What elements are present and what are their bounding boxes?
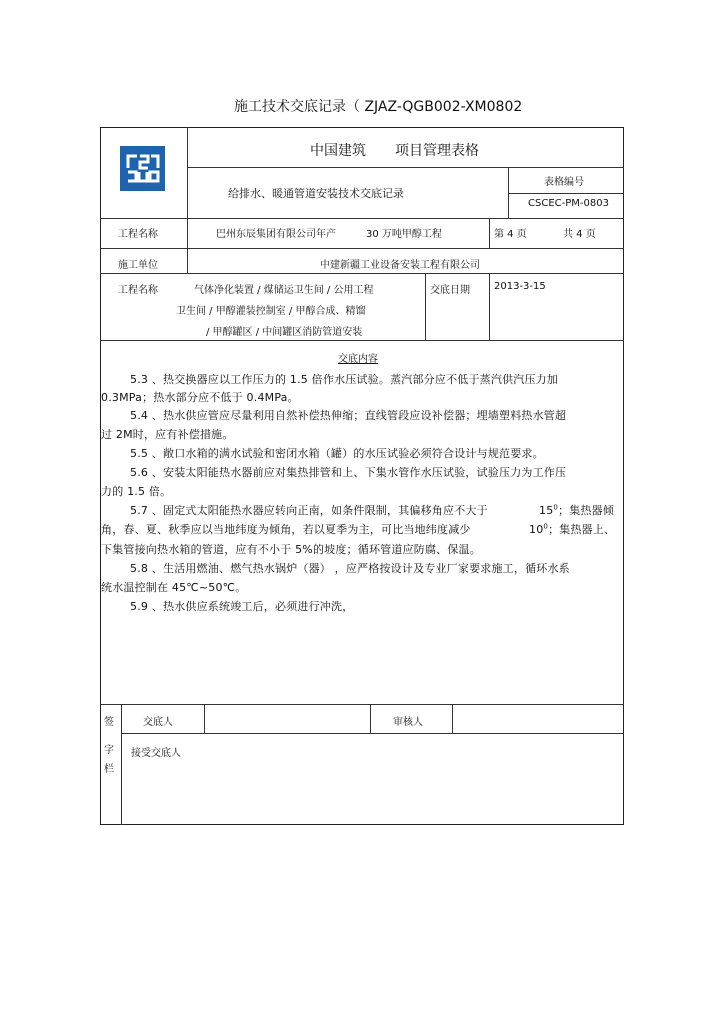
row-divider-4	[100, 340, 624, 341]
col-divider-reviewer-left	[370, 704, 371, 733]
date-label: 交底日期	[430, 285, 470, 296]
content-line: 过 2M时，应有补偿措施。	[101, 428, 234, 441]
unit-label: 施工单位	[118, 260, 158, 271]
sign-column-char: 字	[104, 745, 114, 756]
content-heading: 交底内容	[338, 354, 378, 365]
giver-label: 交底人	[143, 717, 173, 728]
project-value-a: 巴州东辰集团有限公司年产	[216, 229, 336, 240]
project2-line: 气体净化装置 / 煤储运卫生间 / 公用工程	[194, 285, 374, 296]
reviewer-label: 审核人	[393, 717, 423, 728]
content-line: 统水温控制在 45℃~50℃。	[101, 581, 247, 594]
form-no: CSCEC-PM-0803	[528, 198, 609, 209]
col-divider-logo	[187, 127, 188, 273]
col-divider-giver	[204, 704, 205, 733]
company-name: 中国建筑	[310, 143, 366, 159]
content-line: 0.3MPa；热水部分应不低于 0.4MPa。	[101, 391, 299, 404]
sign-column-char: 栏	[104, 764, 114, 775]
row-divider-3	[100, 273, 624, 274]
row-divider-2	[100, 248, 624, 249]
angle-tail-text: ；集热器倾	[558, 504, 615, 517]
degree-mark: 0	[553, 503, 559, 512]
form-name: 项目管理表格	[395, 143, 479, 159]
content-line: 5.7 、固定式太阳能热水器应转向正南，如条件限制，其偏移角应不大于	[130, 504, 488, 517]
col-divider-page	[489, 218, 490, 248]
angle-tail-text: ；集热器上、	[548, 523, 616, 536]
content-line: 5.3 、热交换器应以工作压力的 1.5 倍作水压试验。蒸汽部分应不低于蒸汽供汽压力加	[130, 373, 559, 386]
angle-number: 10	[529, 523, 544, 536]
angle-value	[539, 502, 614, 518]
form-no-label: 表格编号	[544, 177, 584, 188]
receiver-label: 接受交底人	[131, 748, 181, 759]
content-line: 5.4 、热水供应管应尽量利用自然补偿热伸缩；直线管段应设补偿器；埋墙塑料热水管超	[130, 409, 567, 422]
col-divider-date-right	[489, 273, 490, 340]
col-divider-form-no	[508, 167, 509, 218]
project2-line: 卫生间 / 甲醇灌装控制室 / 甲醇合成、精馏	[176, 306, 366, 317]
project2-label: 工程名称	[118, 285, 158, 296]
document-title: 施工技术交底记录（ ZJAZ-QGB002-XM0802	[234, 99, 523, 115]
angle-value	[529, 521, 615, 537]
project-value-b: 30 万吨甲醇工程	[366, 229, 442, 240]
cscec-logo-icon	[120, 146, 165, 191]
content-line: 下集管接向热水箱的管道，应有不小于 5%的坡度；循环管道应防腐、保温。	[101, 543, 481, 556]
content-line: 5.6 、安装太阳能热水器前应对集热排管和上、下集水管作水压试验，试验压力为工作压	[130, 466, 567, 479]
project-label: 工程名称	[118, 229, 158, 240]
form-no-divider	[508, 193, 624, 194]
col-divider-date-left	[425, 273, 426, 340]
row-divider-1	[100, 218, 624, 219]
form-subject: 给排水、暖通管道安装技术交底记录	[228, 187, 404, 200]
col-divider-sign	[121, 704, 122, 825]
row-divider-5	[100, 704, 624, 705]
col-divider-reviewer-right	[452, 704, 453, 733]
unit-value: 中建新疆工业设备安装工程有限公司	[320, 260, 480, 271]
page-total: 共 4 页	[563, 229, 596, 240]
sign-column-char: 签	[104, 717, 114, 728]
angle-number: 15	[539, 504, 554, 517]
content-line: 角，春、夏、秋季应以当地纬度为倾角，若以夏季为主，可比当地纬度减少	[101, 523, 471, 536]
page-current: 第 4 页	[494, 229, 527, 240]
date-value: 2013-3-15	[494, 281, 546, 292]
header-divider	[187, 167, 624, 168]
row-divider-6	[121, 733, 624, 734]
project2-line: / 甲醇罐区 / 中间罐区消防管道安装	[206, 327, 363, 338]
content-line: 5.5 、敞口水箱的满水试验和密闭水箱（罐）的水压试验必须符合设计与规范要求。	[130, 447, 544, 460]
content-line: 5.8 、生活用燃油、燃气热水锅炉（器） ，应严格按设计及专业厂家要求施工，循环水系	[130, 562, 570, 575]
content-line: 5.9 、热水供应系统竣工后，必须进行冲洗，	[130, 600, 354, 613]
content-line: 力的 1.5 倍。	[101, 485, 172, 498]
degree-mark: 0	[543, 522, 549, 531]
